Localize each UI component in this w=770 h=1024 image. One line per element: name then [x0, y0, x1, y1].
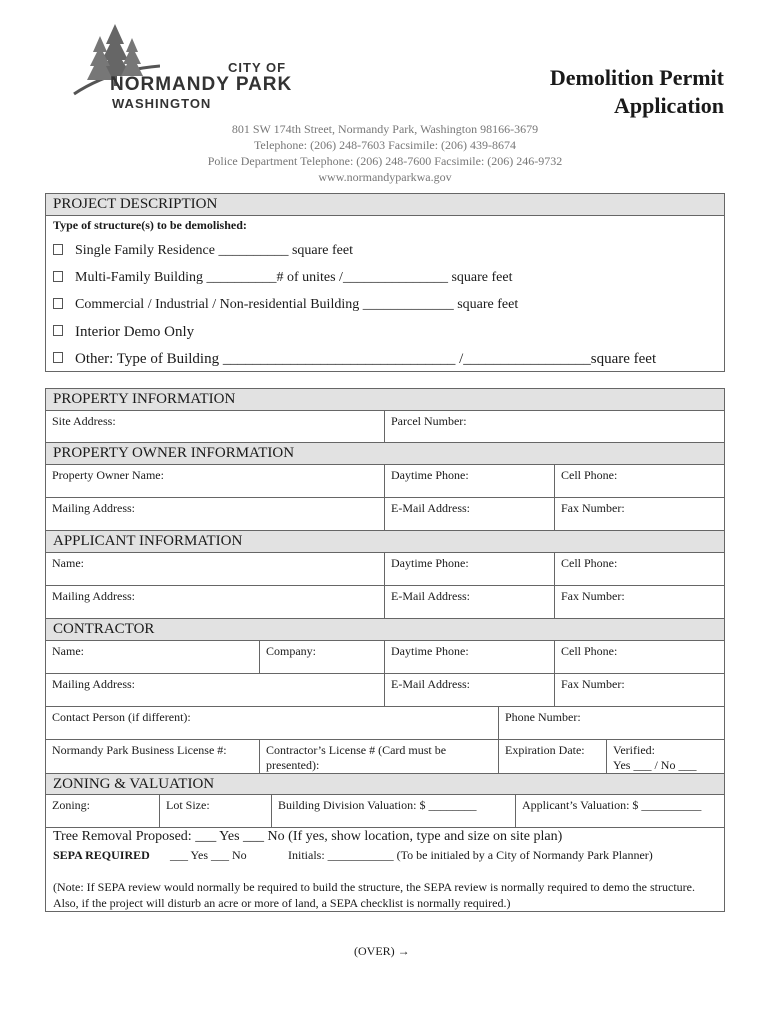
option-interior-demo: Interior Demo Only	[75, 324, 195, 340]
title-line-2: Application	[613, 93, 724, 118]
owner-email-field[interactable]: E-Mail Address:	[385, 498, 555, 531]
sepa-note: (Note: If SEPA review would normally be required to build the structure, the SEPA review is normally required to demo the structure. Also, if the project will disturb an acre or more of land, a SEPA checklist is normally required.)	[53, 880, 695, 910]
owner-fax-field[interactable]: Fax Number:	[555, 498, 724, 531]
property-information-heading: PROPERTY INFORMATION	[46, 389, 724, 411]
applicant-daytime-phone-field[interactable]: Daytime Phone:	[385, 553, 555, 586]
contractor-email-field[interactable]: E-Mail Address:	[385, 674, 555, 707]
address-line: 801 SW 174th Street, Normandy Park, Washington 98166-3679	[231, 122, 539, 136]
owner-name-field[interactable]: Property Owner Name:	[46, 465, 385, 498]
property-owner-heading: PROPERTY OWNER INFORMATION	[46, 443, 724, 465]
verified-field[interactable]	[607, 740, 724, 774]
building-valuation-field[interactable]: Building Division Valuation: $ ________	[272, 795, 516, 828]
logo-washington: WASHINGTON	[112, 96, 212, 111]
option-single-family-checkbox[interactable]	[53, 244, 63, 255]
contractor-license-field[interactable]: Contractor’s License # (Card must be presented):	[260, 740, 499, 774]
option-commercial-checkbox[interactable]	[53, 298, 63, 309]
option-multi-family-checkbox[interactable]	[53, 271, 63, 282]
applicant-fax-field[interactable]: Fax Number:	[555, 586, 724, 619]
option-multi-family: Multi-Family Building __________# of unites /_______________ square feet	[75, 270, 513, 285]
contractor-heading: CONTRACTOR	[46, 619, 724, 641]
contact-phone-field[interactable]: Phone Number:	[499, 707, 724, 740]
parcel-number-field[interactable]: Parcel Number:	[385, 411, 724, 443]
expiration-date-field[interactable]: Expiration Date:	[499, 740, 607, 774]
applicant-information-heading: APPLICANT INFORMATION	[46, 531, 724, 553]
city-logo	[68, 22, 318, 114]
option-other-checkbox[interactable]	[53, 352, 63, 363]
applicant-name-field[interactable]: Name:	[46, 553, 385, 586]
owner-cell-phone-field[interactable]: Cell Phone:	[555, 465, 724, 498]
contractor-daytime-phone-field[interactable]: Daytime Phone:	[385, 641, 555, 674]
contact-person-field[interactable]: Contact Person (if different):	[46, 707, 499, 740]
zoning-valuation-heading: ZONING & VALUATION	[46, 774, 724, 795]
zoning-field[interactable]: Zoning:	[46, 795, 160, 828]
applicant-valuation-field[interactable]: Applicant’s Valuation: $ __________	[516, 795, 724, 828]
option-other: Other: Type of Building _______________________________ /_________________square feet	[75, 351, 657, 367]
website-line: www.normandyparkwa.gov	[318, 170, 452, 184]
project-description-heading: PROJECT DESCRIPTION	[46, 194, 724, 216]
option-interior-demo-checkbox[interactable]	[53, 325, 63, 336]
contractor-company-field[interactable]: Company:	[260, 641, 385, 674]
main-form-table	[45, 388, 725, 912]
police-line: Police Department Telephone: (206) 248-7600 Facsimile: (206) 246-9732	[207, 154, 563, 168]
verified-options: Yes ___ / No ___	[613, 758, 697, 772]
over-indicator: (OVER) →	[354, 944, 410, 958]
applicant-cell-phone-field[interactable]: Cell Phone:	[555, 553, 724, 586]
business-license-field[interactable]: Normandy Park Business License #:	[46, 740, 260, 774]
owner-mailing-address-field[interactable]: Mailing Address:	[46, 498, 385, 531]
logo-city-of: CITY OF	[228, 60, 287, 75]
option-single-family: Single Family Residence __________ square feet	[75, 243, 353, 258]
page-title	[424, 64, 724, 120]
site-address-field[interactable]: Site Address:	[46, 411, 385, 443]
tree-removal-line[interactable]: Tree Removal Proposed: ___ Yes ___ No (If yes, show location, type and size on site plan)	[53, 829, 563, 844]
structure-type-label: Type of structure(s) to be demolished:	[53, 218, 247, 232]
owner-daytime-phone-field[interactable]: Daytime Phone:	[385, 465, 555, 498]
contractor-cell-phone-field[interactable]: Cell Phone:	[555, 641, 724, 674]
phone-line: Telephone: (206) 248-7603 Facsimile: (206) 439-8674	[253, 138, 517, 152]
contractor-name-field[interactable]: Name:	[46, 641, 260, 674]
title-line-1: Demolition Permit	[549, 65, 724, 90]
sepa-required-label: SEPA REQUIRED	[53, 848, 150, 862]
contractor-fax-field[interactable]: Fax Number:	[555, 674, 724, 707]
option-commercial: Commercial / Industrial / Non-residential Building _____________ square feet	[75, 297, 519, 312]
applicant-email-field[interactable]: E-Mail Address:	[385, 586, 555, 619]
lot-size-field[interactable]: Lot Size:	[160, 795, 272, 828]
sepa-initials[interactable]: Initials: ___________ (To be initialed by a City of Normandy Park Planner)	[288, 848, 653, 862]
verified-label: Verified:	[613, 743, 655, 757]
sepa-options[interactable]: ___ Yes ___ No	[170, 848, 247, 862]
logo-normandy-park: NORMANDY PARK	[110, 74, 293, 95]
applicant-mailing-address-field[interactable]: Mailing Address:	[46, 586, 385, 619]
contractor-mailing-address-field[interactable]: Mailing Address:	[46, 674, 385, 707]
